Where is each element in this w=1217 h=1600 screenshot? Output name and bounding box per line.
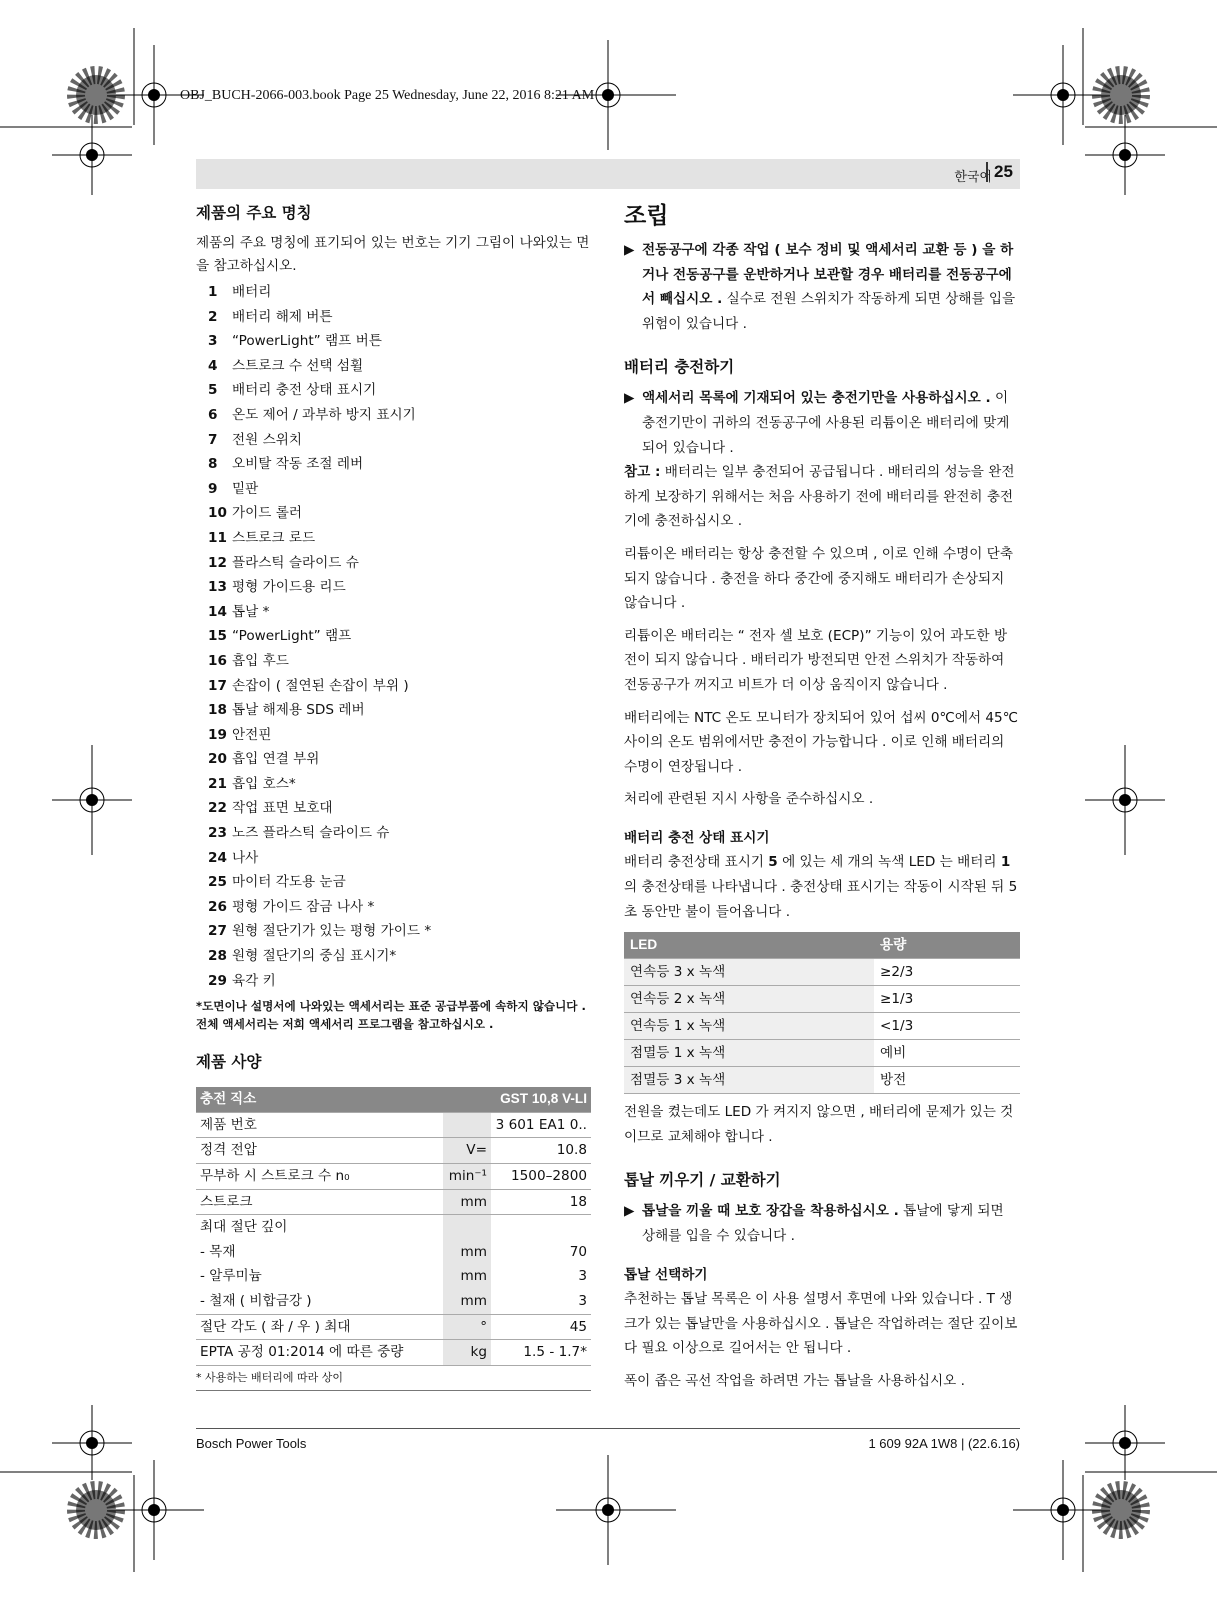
- spec-row: [196, 1112, 591, 1138]
- parts-list-item: [208, 944, 591, 969]
- part-label: 평형 가이드용 리드: [232, 579, 346, 596]
- part-label: “PowerLight” 램프 버튼: [232, 333, 382, 350]
- parts-list-item: [208, 501, 591, 526]
- battery-para-4: 처리에 관련된 지시 사항을 준수하십시오 .: [624, 791, 874, 808]
- indicator-ref-5: 5: [768, 854, 778, 871]
- part-number: 22: [208, 800, 227, 817]
- spec-row: [196, 1240, 591, 1265]
- footer-doc-number: 1 609 92A 1W8 | (22.6.16): [868, 1436, 1020, 1451]
- part-number: 1: [208, 284, 218, 300]
- led-header-capacity: 용량: [874, 932, 1020, 959]
- parts-list-item: [208, 477, 591, 502]
- part-label: 손잡이 ( 절연된 손잡이 부위 ): [232, 677, 409, 694]
- charge-warning-bold: 액세서리 목록에 기재되어 있는 충전기만을 사용하십시오 .: [642, 390, 991, 407]
- led-row: [624, 1040, 1020, 1067]
- parts-list-item: [208, 428, 591, 453]
- part-number: 17: [208, 677, 227, 694]
- led-table: [624, 932, 1020, 1094]
- page-number: 25: [986, 162, 1020, 182]
- spec-title: 제품 사양: [196, 1053, 262, 1072]
- part-label: 흡입 후드: [232, 652, 289, 669]
- parts-list-item: [208, 624, 591, 649]
- part-label: “PowerLight” 램프: [232, 628, 352, 645]
- part-number: 27: [208, 923, 227, 940]
- part-label: 흡입 연결 부위: [232, 751, 320, 768]
- led-header-led: LED: [624, 932, 874, 959]
- part-number: 18: [208, 702, 227, 719]
- led-state: 연속등 2 x 녹색: [624, 986, 874, 1013]
- spec-value: 10.8: [491, 1138, 591, 1164]
- parts-list-item: [208, 305, 591, 330]
- spec-value: 18: [491, 1189, 591, 1215]
- led-state: 연속등 1 x 녹색: [624, 1013, 874, 1040]
- part-number: 10: [208, 505, 227, 522]
- blade-warning: [624, 1199, 1020, 1248]
- indicator-ref-1: 1: [1000, 854, 1011, 871]
- page-header-bar: [196, 159, 1020, 189]
- assembly-warning-text: 실수로 전원 스위치가 작동하게 되면 상해를 입을 위험이 있습니다 .: [642, 291, 1016, 332]
- triangle-bullet-icon: ▶: [624, 1203, 635, 1220]
- parts-list-item: [208, 403, 591, 428]
- language-label: 한국어: [954, 170, 992, 185]
- part-label: 원형 절단기가 있는 평형 가이드 *: [232, 923, 432, 940]
- part-number: 7: [208, 431, 218, 448]
- part-number: 23: [208, 825, 227, 842]
- part-label: 흡입 호스*: [232, 775, 296, 792]
- parts-list-item: [208, 674, 591, 699]
- triangle-bullet-icon: ▶: [624, 242, 635, 258]
- part-number: 11: [208, 529, 227, 546]
- spec-unit: mm: [443, 1289, 491, 1314]
- parts-list-item: [208, 649, 591, 674]
- led-capacity: ≥1/3: [874, 986, 1020, 1013]
- spec-label: EPTA 공정 01:2014 에 따른 중량: [196, 1340, 443, 1366]
- part-label: 밑판: [232, 480, 259, 497]
- led-capacity: ≥2/3: [874, 959, 1020, 986]
- part-label: 육각 키: [232, 972, 276, 989]
- indicator-text-c: 에 있는 세 개의 녹색 LED 는 배터리: [777, 854, 1001, 871]
- part-number: 19: [208, 726, 227, 743]
- led-row: [624, 986, 1020, 1013]
- blade-warning-bold: 톱날을 끼울 때 보호 장갑을 착용하십시오 .: [642, 1203, 899, 1220]
- spec-value: 70: [569, 1243, 587, 1260]
- led-state: 점멸등 1 x 녹색: [624, 1040, 874, 1067]
- indicator-text-a: 배터리 충전상태 표시기: [624, 854, 769, 871]
- select-para-1: 추천하는 톱날 목록은 이 사용 설명서 후면에 나와 있습니다 . T 생크가 있는 톱날만을 사용하십시오 . 톱날은 작업하려는 절단 깊이보다 필요 이상으로 길어서는 안 됩니다 .: [624, 1291, 1018, 1357]
- spec-label: 제품 번호: [196, 1112, 443, 1138]
- led-row: [624, 959, 1020, 986]
- charge-warning: [624, 386, 1020, 460]
- parts-note: *도면이나 설명서에 나와있는 액세서리는 표준 공급부품에 속하지 않습니다 . 전체 액세서리는 저희 액세서리 프로그램을 참고하십시오 .: [196, 999, 586, 1032]
- part-label: 배터리 충전 상태 표시기: [232, 382, 377, 399]
- spec-value: 3: [578, 1268, 587, 1285]
- part-number: 21: [208, 775, 227, 792]
- part-label: 원형 절단기의 중심 표시기*: [232, 948, 397, 965]
- spec-value: 1.5 - 1.7*: [491, 1340, 591, 1366]
- part-number: 25: [208, 874, 227, 891]
- indicator-title: 배터리 충전 상태 표시기: [624, 829, 770, 846]
- spec-value: 3 601 EA1 0..: [491, 1112, 591, 1138]
- parts-list-item: [208, 870, 591, 895]
- part-label: 톱날 해제용 SDS 레버: [232, 702, 365, 719]
- part-number: 8: [208, 456, 218, 473]
- parts-list-item: [208, 452, 591, 477]
- parts-list-item: [208, 846, 591, 871]
- parts-list: [208, 280, 591, 993]
- charge-note: [624, 460, 1020, 534]
- parts-list-item: [208, 280, 591, 305]
- parts-list-item: [208, 796, 591, 821]
- led-header-row: [624, 932, 1020, 959]
- led-capacity: <1/3: [874, 1013, 1020, 1040]
- indicator-text-e: 의 충전상태를 나타냅니다 . 충전상태 표시기는 작동이 시작된 뒤 5 초 동안만 불이 들어옵니다 .: [624, 879, 1018, 920]
- led-capacity: 방전: [874, 1067, 1020, 1094]
- part-number: 6: [208, 406, 218, 423]
- assembly-warning: [624, 238, 1020, 336]
- parts-list-item: [208, 895, 591, 920]
- parts-list-item: [208, 723, 591, 748]
- spec-header-model: GST 10,8 V-LI: [443, 1087, 591, 1112]
- parts-list-item: [208, 698, 591, 723]
- part-number: 4: [208, 357, 218, 374]
- assembly-title: 조립: [624, 203, 669, 229]
- led-row: [624, 1067, 1020, 1094]
- part-label: 플라스틱 슬라이드 슈: [232, 554, 359, 571]
- spec-unit: mm: [443, 1264, 491, 1289]
- parts-list-item: [208, 919, 591, 944]
- part-label: 오비탈 작동 조절 레버: [232, 456, 364, 473]
- part-number: 13: [208, 579, 227, 596]
- led-state: 점멸등 3 x 녹색: [624, 1067, 874, 1094]
- parts-list-item: [208, 329, 591, 354]
- led-row: [624, 1013, 1020, 1040]
- spec-table: [196, 1087, 591, 1366]
- parts-title: 제품의 주요 명칭: [196, 204, 312, 222]
- select-title: 톱날 선택하기: [624, 1266, 708, 1283]
- part-number: 26: [208, 898, 227, 915]
- spec-row: [196, 1314, 591, 1340]
- parts-list-item: [208, 526, 591, 551]
- parts-list-item: [208, 969, 591, 994]
- spec-label: - 철재 ( 비합금강 ): [196, 1289, 443, 1314]
- part-label: 평형 가이드 잠금 나사 *: [232, 898, 375, 915]
- select-para-2: 폭이 좁은 곡선 작업을 하려면 가는 톱날을 사용하십시오 .: [624, 1373, 965, 1389]
- parts-list-item: [208, 575, 591, 600]
- parts-list-item: [208, 600, 591, 625]
- note-text: 배터리는 일부 충전되어 공급됩니다 . 배터리의 성능을 완전하게 보장하기 위해서는 처음 사용하기 전에 배터리를 완전히 충전기에 충전하십시오 .: [624, 464, 1015, 530]
- part-label: 나사: [232, 849, 259, 866]
- spec-label: 무부하 시 스트로크 수 n₀: [196, 1164, 443, 1190]
- spec-label: - 목재: [200, 1243, 236, 1260]
- spec-header-label: 충전 직소: [196, 1087, 443, 1112]
- spec-footnote: * 사용하는 배터리에 따라 상이: [196, 1366, 591, 1391]
- part-label: 스트로크 수 선택 섬휠: [232, 357, 364, 374]
- spec-depth-header: [196, 1215, 591, 1240]
- print-header: OBJ_BUCH-2066-003.book Page 25 Wednesday, June 22, 2016 8:21 AM: [180, 88, 595, 103]
- spec-unit: [443, 1112, 491, 1138]
- part-label: 배터리: [232, 284, 272, 300]
- spec-row: [196, 1138, 591, 1164]
- note-label: 참고 :: [624, 464, 661, 481]
- spec-row: [196, 1189, 591, 1215]
- spec-value: 45: [491, 1314, 591, 1340]
- right-column: [624, 200, 1020, 1394]
- part-number: 14: [208, 603, 227, 620]
- spec-row: [196, 1264, 591, 1289]
- part-number: 3: [208, 333, 218, 350]
- part-label: 노즈 플라스틱 슬라이드 슈: [232, 825, 390, 842]
- spec-unit: min⁻¹: [443, 1164, 491, 1190]
- spec-value: 3: [491, 1289, 591, 1314]
- parts-list-item: [208, 378, 591, 403]
- part-label: 작업 표면 보호대: [232, 800, 333, 817]
- parts-list-item: [208, 821, 591, 846]
- part-number: 29: [208, 972, 227, 989]
- part-number: 16: [208, 652, 227, 669]
- battery-para-1: 리튬이온 배터리는 항상 충전할 수 있으며 , 이로 인해 수명이 단축되지 않습니다 . 충전을 하다 중간에 중지해도 배터리가 손상되지 않습니다 .: [624, 545, 1013, 612]
- blade-warning-text: 톱날에 닿게 되면 상해를 입을 수 있습니다 .: [642, 1203, 1004, 1245]
- led-state: 연속등 3 x 녹색: [624, 959, 874, 986]
- part-number: 12: [208, 554, 227, 571]
- parts-list-item: [208, 354, 591, 379]
- part-label: 가이드 롤러: [232, 505, 302, 522]
- spec-row: [196, 1340, 591, 1366]
- spec-unit: mm: [443, 1240, 491, 1265]
- part-label: 마이터 각도용 눈금: [232, 874, 346, 891]
- page-footer: [196, 1428, 1020, 1451]
- spec-value: 1500–2800: [491, 1164, 591, 1190]
- left-column: [196, 200, 591, 1391]
- part-label: 배터리 해제 버튼: [232, 308, 333, 325]
- part-number: 28: [208, 948, 227, 965]
- part-number: 15: [208, 628, 227, 645]
- battery-para-3: 배터리에는 NTC 온도 모니터가 장치되어 있어 섭씨 0℃에서 45℃ 사이의 온도 범위에서만 충전이 가능합니다 . 이로 인해 배터리의 수명이 연장됩니다 .: [624, 709, 1018, 775]
- parts-intro: 제품의 주요 명칭에 표기되어 있는 번호는 기기 그림이 나와있는 면을 참고하십시오.: [196, 235, 590, 274]
- spec-depth-label: 최대 절단 깊이: [200, 1219, 288, 1236]
- spec-unit: kg: [443, 1340, 491, 1366]
- part-label: 전원 스위치: [232, 431, 302, 448]
- spec-unit: °: [443, 1314, 491, 1340]
- spec-label: 정격 전압: [196, 1138, 443, 1164]
- spec-value: [491, 1215, 591, 1240]
- parts-list-item: [208, 772, 591, 797]
- spec-label: - 알루미늄: [200, 1268, 262, 1285]
- spec-row: [196, 1164, 591, 1190]
- battery-para-2: 리튬이온 배터리는 “ 전자 셀 보호 (ECP)” 기능이 있어 과도한 방전이 되지 않습니다 . 배터리가 방전되면 안전 스위치가 작동하여 전동공구가 꺼지고 비트가 더 이상 움직이지 않습니다 .: [624, 627, 1008, 693]
- part-number: 2: [208, 308, 218, 325]
- footer-brand: Bosch Power Tools: [196, 1436, 307, 1451]
- spec-unit: [443, 1215, 491, 1240]
- led-after-text: 전원을 켰는데도 LED 가 켜지지 않으면 , 배터리에 문제가 있는 것이므로 교체해야 합니다 .: [624, 1104, 1014, 1145]
- indicator-para: [624, 850, 1020, 924]
- spec-label: 절단 각도 ( 좌 / 우 ) 최대: [196, 1314, 443, 1340]
- spec-unit: mm: [443, 1189, 491, 1215]
- spec-unit: V=: [443, 1138, 491, 1164]
- part-number: 24: [208, 849, 227, 866]
- charge-warning-text: 이 충전기만이 귀하의 전동공구에 사용된 리튬이온 배터리에 맞게 되어 있습니다 .: [642, 390, 1010, 456]
- assembly-warning-bold: 전동공구에 각종 작업 ( 보수 정비 및 액세서리 교환 등 ) 을 하거나 전동공구를 운반하거나 보관할 경우 배터리를 전동공구에서 빼십시오 .: [642, 242, 1014, 308]
- spec-label: 스트로크: [196, 1189, 443, 1215]
- charge-title: 배터리 충전하기: [624, 358, 735, 377]
- parts-list-item: [208, 747, 591, 772]
- triangle-bullet-icon: ▶: [624, 390, 635, 407]
- part-label: 온도 제어 / 과부하 방지 표시기: [232, 406, 416, 423]
- spec-header-row: [196, 1087, 591, 1112]
- part-number: 5: [208, 382, 218, 399]
- spec-row: [196, 1289, 591, 1314]
- led-capacity: 예비: [874, 1040, 1020, 1067]
- part-label: 스트로크 로드: [232, 529, 316, 546]
- part-label: 안전핀: [232, 726, 272, 743]
- part-number: 9: [208, 480, 218, 497]
- parts-list-item: [208, 551, 591, 576]
- part-label: 톱날 *: [232, 603, 270, 620]
- part-number: 20: [208, 751, 227, 768]
- blade-title: 톱날 끼우기 / 교환하기: [624, 1171, 781, 1190]
